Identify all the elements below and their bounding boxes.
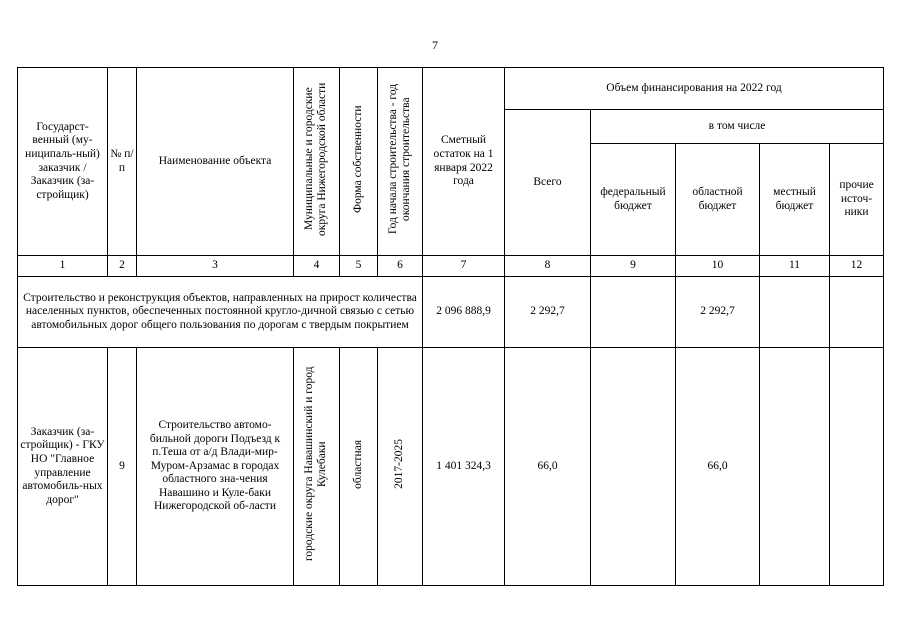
header-federal: федеральный бюджет xyxy=(591,144,676,256)
row-customer: Заказчик (за-стройщик) - ГКУ НО "Главное управление автомобиль-ных дорог" xyxy=(18,348,108,586)
section-estimate: 2 096 888,9 xyxy=(423,277,505,348)
section-federal xyxy=(591,277,676,348)
row-local xyxy=(760,348,830,586)
funding-table xyxy=(17,67,884,586)
row-years-cell xyxy=(378,348,423,586)
header-total: Всего xyxy=(505,110,591,256)
row-total: 66,0 xyxy=(505,348,591,586)
header-local: местный бюджет xyxy=(760,144,830,256)
row-other xyxy=(830,348,884,586)
row-ownership: областная xyxy=(351,439,364,489)
row-num: 9 xyxy=(108,348,137,586)
row-municipal: городские округа Навашинский и город Кулебаки xyxy=(303,366,329,562)
col-number: 11 xyxy=(760,256,830,277)
header-years-cell xyxy=(378,68,423,256)
row-years: 2017-2025 xyxy=(393,439,406,490)
col-number: 6 xyxy=(378,256,423,277)
header-ownership: Форма собственности xyxy=(351,105,364,213)
col-number: 9 xyxy=(591,256,676,277)
header-other: прочие источ-ники xyxy=(830,144,884,256)
header-years: Год начала строительства - год окончания строительства xyxy=(386,84,412,235)
row-estimate: 1 401 324,3 xyxy=(423,348,505,586)
row-municipal-cell xyxy=(294,348,340,586)
row-object-name: Строительство автомо-бильной дороги Подъезд к п.Теша от а/д Влади-мир-Муром-Арзамас в городах областного зна-чения Навашино и Куле-баки Нижегородской об-ласти xyxy=(137,348,294,586)
header-funding: Объем финансирования на 2022 год xyxy=(505,68,884,110)
section-regional: 2 292,7 xyxy=(676,277,760,348)
column-numbers-row xyxy=(18,256,884,277)
section-row xyxy=(18,277,884,348)
section-local xyxy=(760,277,830,348)
header-object-name: Наименование объекта xyxy=(137,68,294,256)
section-title: Строительство и реконструкция объектов, направленных на прирост количества населенных пунктов, обеспеченных постоянной кругло-дичной связью с сетью автомобильных дорог общего пользования по дорогам с твердым покрытием xyxy=(18,277,423,348)
col-number: 10 xyxy=(676,256,760,277)
col-number: 5 xyxy=(340,256,378,277)
row-federal xyxy=(591,348,676,586)
header-estimate: Сметный остаток на 1 января 2022 года xyxy=(423,68,505,256)
col-number: 3 xyxy=(137,256,294,277)
header-regional: областной бюджет xyxy=(676,144,760,256)
page-number: 7 xyxy=(432,38,438,52)
col-number: 8 xyxy=(505,256,591,277)
header-ownership-cell xyxy=(340,68,378,256)
header-customer: Государст-венный (му-ниципаль-ный) заказчик / Заказчик (за-стройщик) xyxy=(18,68,108,256)
row-regional: 66,0 xyxy=(676,348,760,586)
col-number: 12 xyxy=(830,256,884,277)
header-municipal-cell xyxy=(294,68,340,256)
col-number: 1 xyxy=(18,256,108,277)
table-row xyxy=(18,348,884,586)
col-number: 4 xyxy=(294,256,340,277)
row-ownership-cell xyxy=(340,348,378,586)
col-number: 7 xyxy=(423,256,505,277)
section-other xyxy=(830,277,884,348)
section-total: 2 292,7 xyxy=(505,277,591,348)
col-number: 2 xyxy=(108,256,137,277)
header-municipal: Муниципальные и городские округа Нижегородской области xyxy=(303,82,329,236)
header-num: № п/п xyxy=(108,68,137,256)
header-including: в том числе xyxy=(591,110,884,144)
